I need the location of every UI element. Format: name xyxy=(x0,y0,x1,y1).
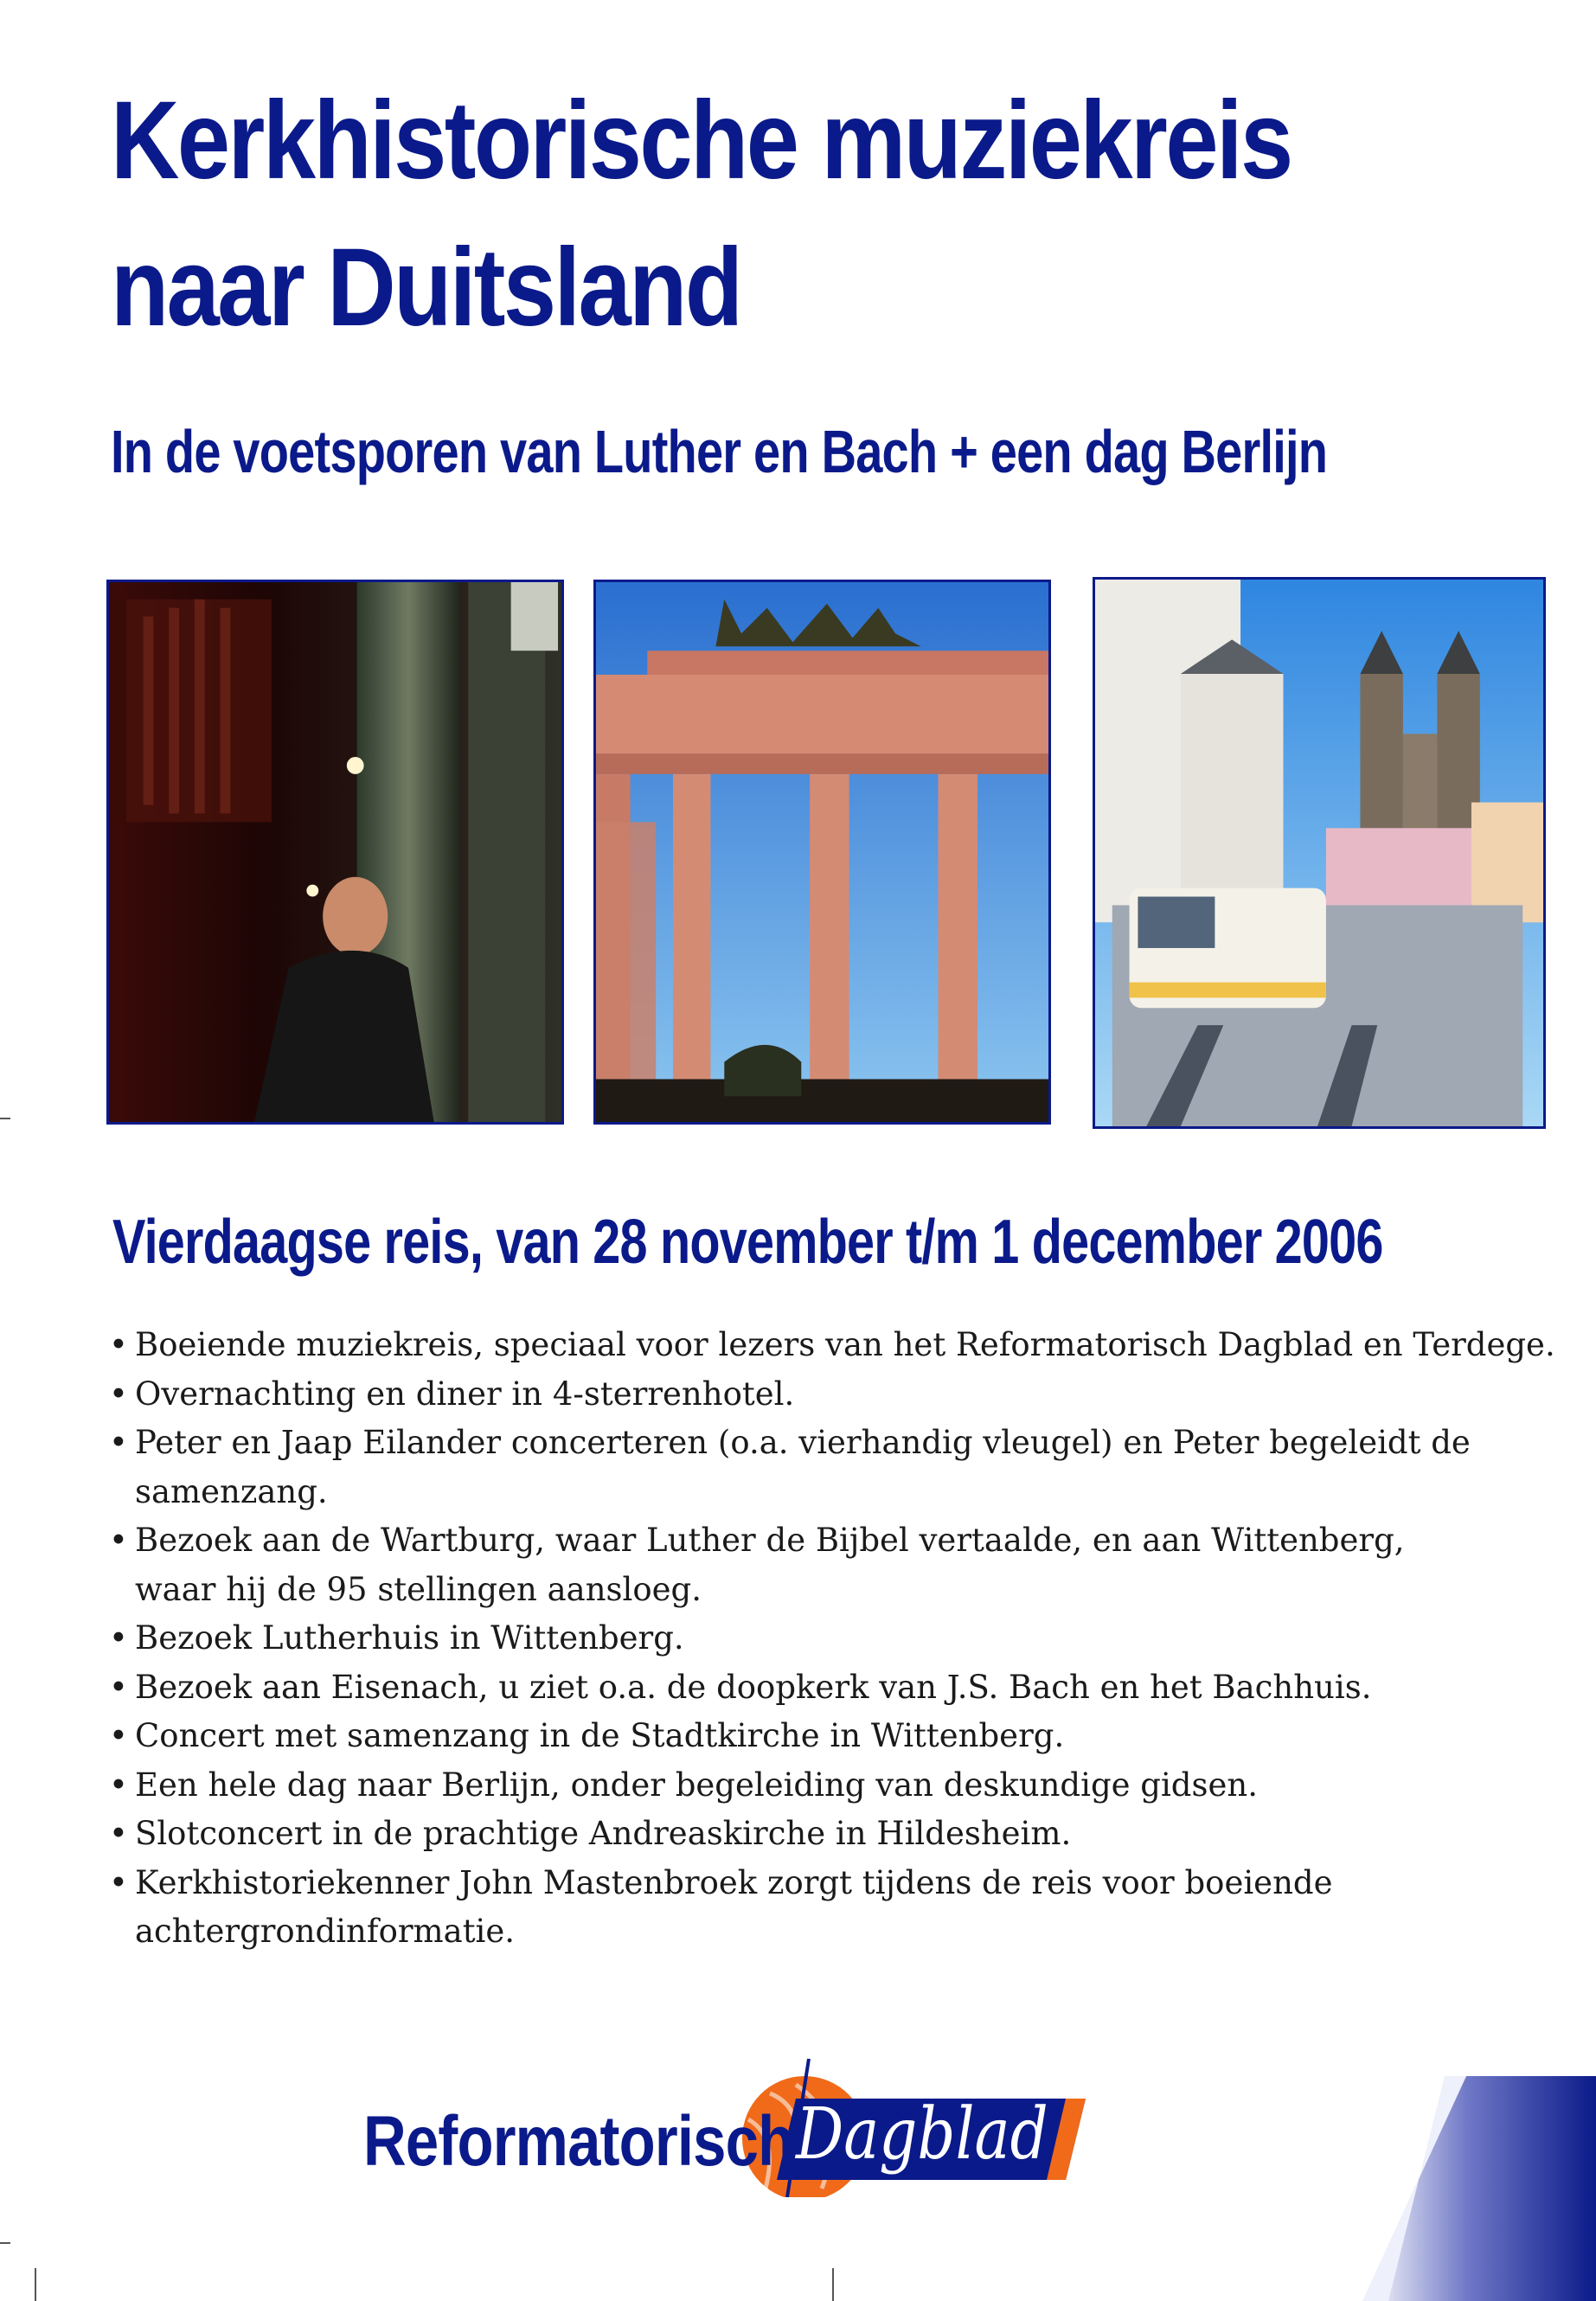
feature-text: Peter en Jaap Eilander concerteren (o.a. vierhandig vleugel) en Peter begeleidt de xyxy=(135,1424,1471,1461)
list-item xyxy=(109,1321,1562,1370)
title-line-1: Kerkhistorische muziekreis xyxy=(111,79,1292,202)
crop-mark-left xyxy=(0,1118,10,1119)
brandenburg-gate-photo xyxy=(593,580,1051,1125)
feature-text: Kerkhistoriekenner John Mastenbroek zorgt tijdens de reis voor boeiende xyxy=(135,1863,1333,1901)
list-item xyxy=(109,1712,1562,1761)
list-item xyxy=(109,1370,1562,1420)
page-title xyxy=(111,67,1375,362)
newspaper-logo xyxy=(363,2059,1116,2197)
feature-text-cont: samenzang. xyxy=(135,1472,328,1510)
corner-decoration xyxy=(1362,2076,1596,2301)
trip-headline: Vierdaagse reis, van 28 november t/m 1 december 2006 xyxy=(112,1208,1383,1277)
feature-list xyxy=(109,1321,1562,1957)
list-item xyxy=(109,1516,1562,1614)
feature-text: Bezoek Lutherhuis in Wittenberg. xyxy=(135,1619,684,1657)
title-line-2: naar Duitsland xyxy=(111,226,741,349)
feature-text-cont: achtergrondinformatie. xyxy=(135,1913,516,1950)
feature-text: Bezoek aan Eisenach, u ziet o.a. de doopkerk van J.S. Bach en het Bachhuis. xyxy=(135,1668,1372,1706)
logo-word-reformatorisch: Reformatorisch xyxy=(363,2102,794,2181)
list-item xyxy=(109,1859,1562,1957)
crop-mark-bottom-edge xyxy=(0,2242,10,2244)
crop-mark-bottom-left xyxy=(35,2268,36,2301)
feature-text-cont: waar hij de 95 stellingen aansloeg. xyxy=(135,1570,702,1608)
list-item xyxy=(109,1761,1562,1811)
organ-photo xyxy=(106,580,564,1125)
feature-text: Slotconcert in de prachtige Andreaskirche in Hildesheim. xyxy=(135,1815,1072,1852)
feature-text: Bezoek aan de Wartburg, waar Luther de Bijbel vertaalde, en aan Wittenberg, xyxy=(135,1522,1405,1559)
feature-text: Een hele dag naar Berlijn, onder begeleiding van deskundige gidsen. xyxy=(135,1766,1258,1804)
feature-text: Overnachting en diner in 4-sterrenhotel. xyxy=(135,1375,795,1413)
feature-text: Concert met samenzang in de Stadtkirche in Wittenberg. xyxy=(135,1717,1065,1754)
wittenberg-square-photo xyxy=(1093,577,1546,1129)
list-item xyxy=(109,1419,1562,1516)
subtitle: In de voetsporen van Luther en Bach + een dag Berlijn xyxy=(111,418,1328,485)
crop-mark-bottom-center xyxy=(832,2268,834,2301)
feature-text: Boeiende muziekreis, speciaal voor lezers van het Reformatorisch Dagblad en Terdege. xyxy=(135,1326,1555,1363)
logo-word-dagblad: Dagblad xyxy=(796,2093,1048,2176)
list-item xyxy=(109,1614,1562,1663)
list-item xyxy=(109,1810,1562,1859)
list-item xyxy=(109,1663,1562,1713)
